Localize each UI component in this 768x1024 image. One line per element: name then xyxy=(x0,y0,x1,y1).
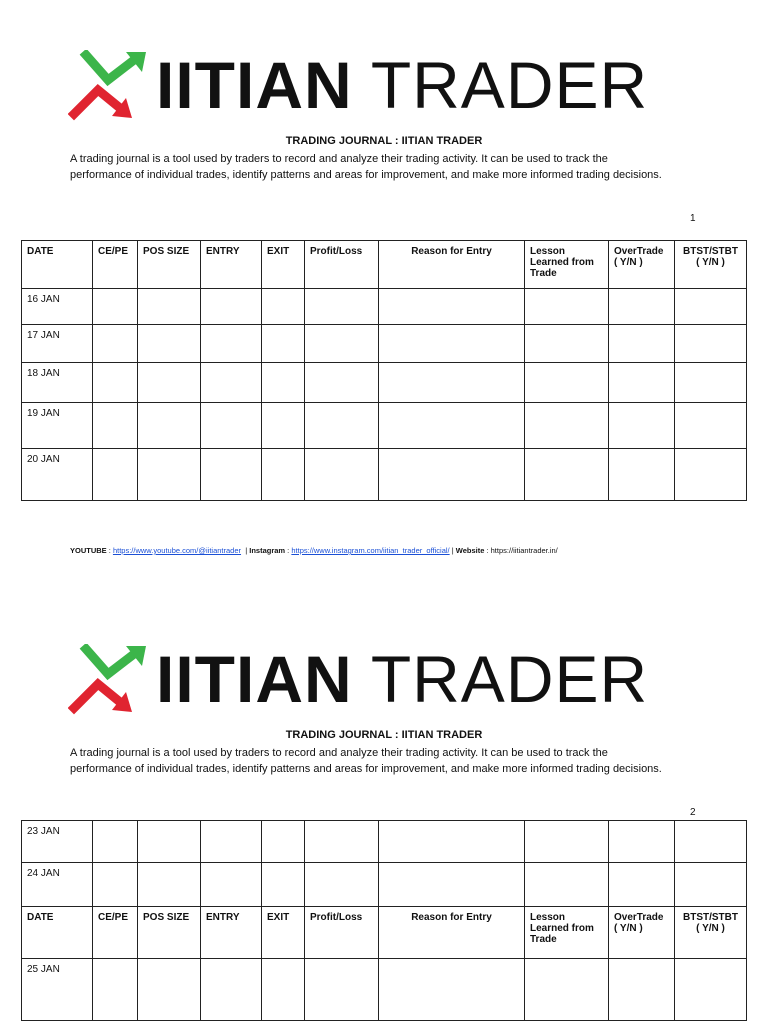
table-row xyxy=(22,863,747,907)
col-header: ENTRY xyxy=(201,907,262,959)
date-cell: 16 JAN xyxy=(22,289,93,325)
brand-logo xyxy=(68,644,708,716)
table-header-row xyxy=(22,907,747,959)
col-header: Lesson Learned from Trade xyxy=(525,907,609,959)
col-header: POS SIZE xyxy=(138,241,201,289)
instagram-link[interactable]: https://www.instagram.com/iitian_trader_official/ xyxy=(291,546,450,555)
col-header: EXIT xyxy=(262,907,305,959)
brand-bold: IITIAN xyxy=(156,642,353,716)
instagram-label: Instagram xyxy=(249,546,286,555)
journal-title: TRADING JOURNAL : IITIAN TRADER xyxy=(285,729,483,741)
col-header: OverTrade ( Y/N ) xyxy=(609,241,675,289)
col-header: DATE xyxy=(22,241,93,289)
footer-links: YOUTUBE : https://www.youtube.com/@iitiantrader | Instagram : https://www.instagram.com/iitian_trader_official/ | Website : https://iitiantrader.in/ xyxy=(70,546,558,555)
col-header: DATE xyxy=(22,907,93,959)
table-row xyxy=(22,821,747,863)
page-2 xyxy=(0,594,768,1024)
table-row xyxy=(22,449,747,501)
table-header-row xyxy=(22,241,747,289)
youtube-label: YOUTUBE xyxy=(70,546,107,555)
trend-arrows-icon xyxy=(68,644,148,716)
date-cell: 19 JAN xyxy=(22,403,93,449)
col-header: BTST/STBT ( Y/N ) xyxy=(675,907,747,959)
table-row xyxy=(22,403,747,449)
date-cell: 17 JAN xyxy=(22,325,93,363)
table-row xyxy=(22,289,747,325)
col-header: OverTrade ( Y/N ) xyxy=(609,907,675,959)
brand-logo xyxy=(68,50,708,122)
brand-bold: IITIAN xyxy=(156,48,353,122)
col-header: CE/PE xyxy=(93,907,138,959)
brand-light: TRADER xyxy=(370,642,649,716)
date-cell: 18 JAN xyxy=(22,363,93,403)
col-header: Lesson Learned from Trade xyxy=(525,241,609,289)
col-header: CE/PE xyxy=(93,241,138,289)
col-header: ENTRY xyxy=(201,241,262,289)
trend-arrows-icon xyxy=(68,50,148,122)
col-header: Profit/Loss xyxy=(305,241,379,289)
website-label: Website xyxy=(455,546,485,555)
journal-table xyxy=(21,820,747,1021)
col-header: Reason for Entry xyxy=(379,241,525,289)
table-row xyxy=(22,325,747,363)
page-number: 1 xyxy=(690,213,696,224)
date-cell: 23 JAN xyxy=(22,821,93,863)
date-cell: 20 JAN xyxy=(22,449,93,501)
page-number: 2 xyxy=(690,807,696,818)
col-header: Reason for Entry xyxy=(379,907,525,959)
table-row xyxy=(22,363,747,403)
brand-light: TRADER xyxy=(370,48,649,122)
journal-title: TRADING JOURNAL : IITIAN TRADER xyxy=(285,135,483,147)
website-url: https://iitiantrader.in/ xyxy=(490,546,558,555)
date-cell: 24 JAN xyxy=(22,863,93,907)
col-header: BTST/STBT ( Y/N ) xyxy=(675,241,747,289)
col-header: Profit/Loss xyxy=(305,907,379,959)
journal-description: A trading journal is a tool used by traders to record and analyze their trading activity. It can be used to track the performance of individual trades, identify patterns and areas for improvement, and make more informed trading decisions. xyxy=(70,747,662,775)
brand-name xyxy=(156,48,649,122)
col-header: EXIT xyxy=(262,241,305,289)
date-cell: 25 JAN xyxy=(22,959,93,1021)
journal-description: A trading journal is a tool used by traders to record and analyze their trading activity. It can be used to track the performance of individual trades, identify patterns and areas for improvement, and make more informed trading decisions. xyxy=(70,153,662,181)
col-header: POS SIZE xyxy=(138,907,201,959)
table-row xyxy=(22,959,747,1021)
journal-table xyxy=(21,240,747,501)
brand-name xyxy=(156,642,649,716)
youtube-link[interactable]: https://www.youtube.com/@iitiantrader xyxy=(112,546,242,555)
